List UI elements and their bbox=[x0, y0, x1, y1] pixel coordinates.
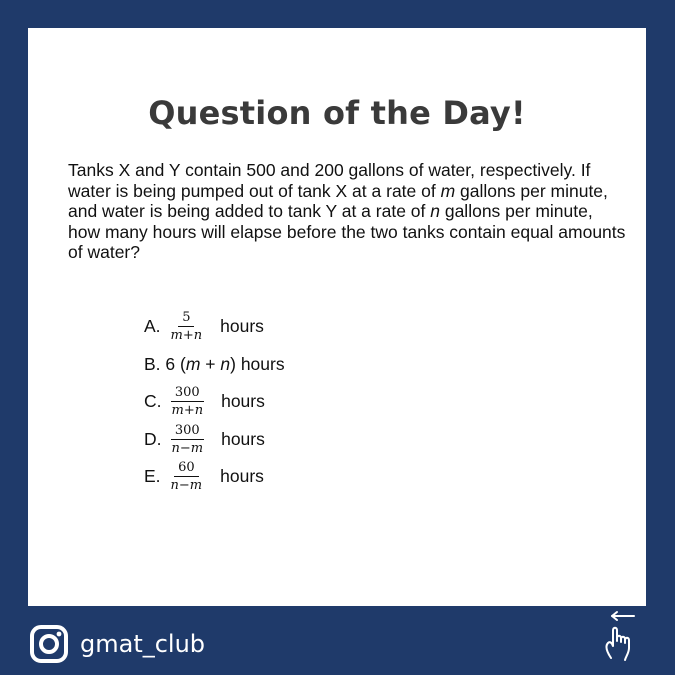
fraction-denominator: m+n bbox=[171, 403, 204, 419]
fraction bbox=[168, 385, 208, 418]
answer-options bbox=[144, 308, 285, 496]
variable-n: n bbox=[430, 201, 440, 221]
question-part-1: Tanks X and Y contain 500 and 200 gallons of water, respectively. If water is being pumped out of tank X at a rate of bbox=[68, 160, 591, 201]
fraction-numerator: 5 bbox=[178, 310, 194, 327]
variable-m: m bbox=[440, 180, 456, 201]
instagram-icon-svg bbox=[29, 624, 69, 664]
option-text-post: ) hours bbox=[230, 353, 285, 374]
page-title: Question of the Day! bbox=[148, 94, 526, 132]
option-text-pre: 6 ( bbox=[165, 353, 186, 374]
option-letter: A. bbox=[144, 316, 161, 337]
option-letter: B. bbox=[144, 353, 161, 374]
option-b bbox=[144, 346, 285, 384]
option-letter: D. bbox=[144, 428, 162, 449]
fraction bbox=[167, 310, 207, 343]
swipe-hand-icon bbox=[598, 608, 644, 664]
instagram-icon[interactable] bbox=[29, 624, 69, 664]
variable-n: n bbox=[220, 353, 231, 374]
fraction-denominator: n−m bbox=[171, 440, 204, 456]
option-c bbox=[144, 383, 285, 421]
option-unit: hours bbox=[220, 466, 264, 487]
option-letter: E. bbox=[144, 466, 161, 487]
option-unit: hours bbox=[221, 428, 265, 449]
fraction-denominator: n−m bbox=[170, 478, 203, 494]
fraction-numerator: 300 bbox=[171, 385, 204, 402]
option-text bbox=[165, 354, 284, 375]
instagram-handle[interactable]: gmat_club bbox=[80, 630, 206, 658]
option-a bbox=[144, 308, 285, 346]
question-card bbox=[28, 28, 646, 606]
fraction bbox=[168, 423, 208, 456]
fraction-denominator: m+n bbox=[170, 328, 203, 344]
fraction bbox=[167, 460, 207, 493]
question-part-3: gallons per minute, how many hours will elapse before the two tanks contain equal amounts of water? bbox=[68, 201, 626, 262]
question-text bbox=[68, 160, 628, 263]
option-text-mid: + bbox=[200, 353, 221, 374]
fraction-numerator: 60 bbox=[174, 460, 199, 477]
option-e bbox=[144, 458, 285, 496]
option-d bbox=[144, 421, 285, 459]
option-unit: hours bbox=[221, 391, 265, 412]
swipe-hand-icon-svg bbox=[598, 608, 644, 664]
question-part-2: gallons per minute, and water is being added to tank Y at a rate of bbox=[68, 180, 608, 221]
variable-m: m bbox=[185, 353, 201, 374]
option-letter: C. bbox=[144, 391, 162, 412]
option-unit: hours bbox=[220, 316, 264, 337]
fraction-numerator: 300 bbox=[171, 423, 204, 440]
